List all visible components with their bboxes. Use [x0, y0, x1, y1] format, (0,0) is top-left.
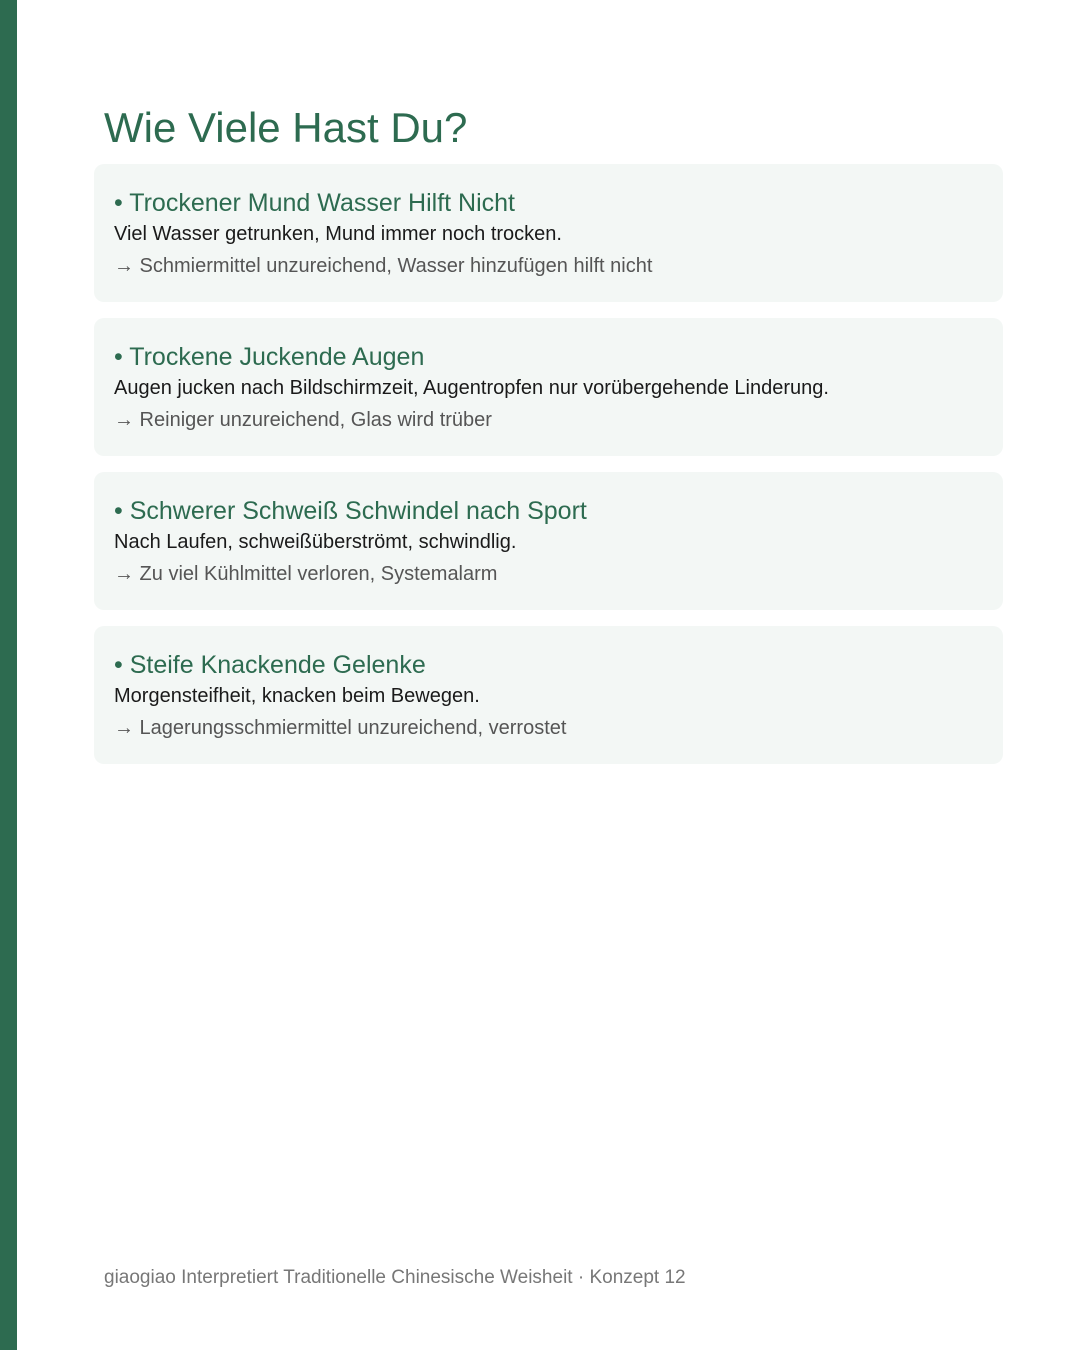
- symptom-card: [94, 626, 1003, 764]
- symptom-card-description: Viel Wasser getrunken, Mund immer noch trocken.: [114, 223, 562, 245]
- symptom-card-title: • Trockene Juckende Augen: [114, 343, 425, 371]
- symptom-card: [94, 472, 1003, 610]
- symptom-card-list: [94, 164, 1003, 780]
- symptom-card-note: → Zu viel Kühlmittel verloren, Systemalarm: [114, 563, 498, 585]
- symptom-card-title: • Trockener Mund Wasser Hilft Nicht: [114, 189, 515, 217]
- accent-bar: [0, 0, 17, 1350]
- symptom-card: [94, 318, 1003, 456]
- symptom-card-note: → Reiniger unzureichend, Glas wird trüber: [114, 409, 492, 431]
- symptom-card-description: Nach Laufen, schweißüberströmt, schwindlig.: [114, 531, 517, 553]
- symptom-card-note: → Schmiermittel unzureichend, Wasser hinzufügen hilft nicht: [114, 255, 653, 277]
- page-footer: giaogiao Interpretiert Traditionelle Chinesische Weisheit · Konzept 12: [104, 1267, 686, 1288]
- symptom-card-description: Augen jucken nach Bildschirmzeit, Augentropfen nur vorübergehende Linderung.: [114, 377, 829, 399]
- page-title: Wie Viele Hast Du?: [104, 104, 468, 151]
- symptom-card: [94, 164, 1003, 302]
- symptom-card-title: • Schwerer Schweiß Schwindel nach Sport: [114, 497, 587, 525]
- symptom-card-title: • Steife Knackende Gelenke: [114, 651, 426, 679]
- symptom-card-description: Morgensteifheit, knacken beim Bewegen.: [114, 685, 480, 707]
- symptom-card-note: → Lagerungsschmiermittel unzureichend, verrostet: [114, 717, 567, 739]
